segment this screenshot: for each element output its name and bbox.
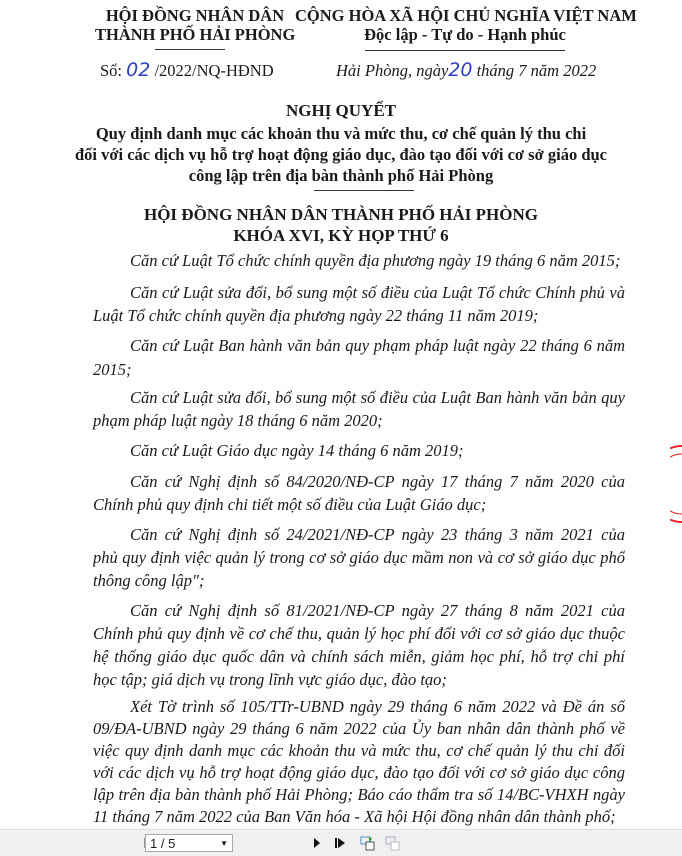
subtitle-line: đối với các dịch vụ hỗ trợ hoạt động giáo dục, đào tạo đối với cơ sở giáo dục <box>74 145 608 164</box>
paragraph-line: Chính phủ quy định chi tiết một số điều của Luật Giáo dục; <box>93 495 487 514</box>
document-number <box>100 60 274 81</box>
paragraph-line: Căn cứ Luật Giáo dục ngày 14 tháng 6 năm 2019; <box>130 441 464 460</box>
session-heading: KHÓA XVI, KỲ HỌP THỨ 6 <box>233 226 449 245</box>
title-underline <box>314 190 414 191</box>
date-suffix: tháng 7 năm 2022 <box>476 61 597 80</box>
document-title: NGHỊ QUYẾT <box>285 101 397 120</box>
paragraph-line: thông công lập"; <box>93 571 205 590</box>
paragraph-line: Căn cứ Luật Ban hành văn bản quy phạm pháp luật ngày 22 tháng 6 năm <box>130 336 625 355</box>
red-seal-stamp <box>670 445 682 523</box>
pdf-navigation-toolbar <box>0 829 682 856</box>
next-page-icon[interactable] <box>310 835 324 851</box>
paragraph-line: Căn cứ Nghị định số 84/2020/NĐ-CP ngày 17 tháng 7 năm 2020 của <box>130 472 625 491</box>
motto-underline <box>365 50 565 51</box>
paragraph-line: phạm pháp luật ngày 18 tháng 6 năm 2020; <box>93 411 383 430</box>
paragraph-line: việc quy định danh mục các khoản thu và mức thu, cơ chế quản lý thu chi đối <box>93 741 625 760</box>
paragraph-line: Căn cứ Luật sửa đổi, bổ sung một số điều của Luật Tổ chức Chính phủ và <box>130 283 625 302</box>
go-back-view-icon[interactable] <box>360 835 376 851</box>
paragraph-line: hệ thống giáo dục quốc dân và chính sách miễn, giảm học phí, hỗ trợ chi phí <box>93 647 625 666</box>
document-date <box>336 60 596 81</box>
number-suffix: /2022/NQ-HĐND <box>154 61 274 80</box>
paragraph-line: Xét Tờ trình số 105/TTr-UBND ngày 29 tháng 6 năm 2022 và Đề án số <box>130 697 625 716</box>
paragraph-line: học tập; giá dịch vụ trong lĩnh vực giáo dục, đào tạo; <box>93 670 447 689</box>
issuer-line-1: HỘI ĐỒNG NHÂN DÂN <box>105 6 285 25</box>
motto: Độc lập - Tự do - Hạnh phúc <box>364 25 566 44</box>
paragraph-line: 2015; <box>93 360 132 379</box>
subtitle-line: công lập trên địa bàn thành phố Hải Phòng <box>188 166 494 185</box>
issuer-line-2: THÀNH PHỐ HẢI PHÒNG <box>95 25 296 44</box>
chevron-down-icon: ▼ <box>220 839 228 848</box>
paragraph-line: Căn cứ Nghị định số 24/2021/NĐ-CP ngày 23 tháng 3 năm 2021 của <box>130 525 625 544</box>
issuer-underline <box>155 49 225 50</box>
page-number-value: 1 / 5 <box>150 836 176 851</box>
handwritten-number: 02 <box>126 59 151 81</box>
paragraph-line: phủ quy định việc quản lý trong cơ sở giáo dục mầm non và cơ sở giáo dục phổ <box>93 548 625 567</box>
paragraph-line: lập trên địa bàn thành phố Hải Phòng; Báo cáo thẩm tra số 14/BC-VHXH ngày <box>93 785 625 804</box>
paragraph-line: 09/ĐA-UBND ngày 29 tháng 6 năm 2022 của Ủy ban nhân dân thành phố về <box>93 719 625 738</box>
paragraph-line: 11 tháng 7 năm 2022 của Ban Văn hóa - Xã hội Hội đồng nhân dân thành phố; <box>93 807 616 826</box>
page-number-select[interactable] <box>145 834 233 852</box>
paragraph-line: Chính phủ quy định về cơ chế thu, quản lý học phí đối với cơ sở giáo dục thuộc <box>93 624 625 643</box>
paragraph-line: Luật Tổ chức chính quyền địa phương ngày 22 tháng 11 năm 2019; <box>93 306 539 325</box>
date-prefix: Hải Phòng, ngày <box>336 61 449 80</box>
subtitle-line: Quy định danh mục các khoản thu và mức thu, cơ chế quản lý thu chi <box>95 124 587 143</box>
paragraph-line: với các dịch vụ hỗ trợ hoạt động giáo dục, đào tạo đối với cơ sở giáo dục công <box>93 763 625 782</box>
paragraph-line: Căn cứ Luật sửa đổi, bổ sung một số điều của Luật Ban hành văn bản quy <box>130 388 625 407</box>
paragraph-line: Căn cứ Luật Tổ chức chính quyền địa phương ngày 19 tháng 6 năm 2015; <box>130 251 621 270</box>
council-heading: HỘI ĐỒNG NHÂN DÂN THÀNH PHỐ HẢI PHÒNG <box>143 205 538 224</box>
handwritten-day: 20 <box>448 59 473 81</box>
nation-line-1: CỘNG HÒA XÃ HỘI CHỦ NGHĨA VIỆT NAM <box>295 6 637 25</box>
number-label: Số: <box>100 61 123 80</box>
go-forward-view-icon[interactable] <box>385 835 401 851</box>
last-page-icon[interactable] <box>334 835 348 851</box>
paragraph-line: Căn cứ Nghị định số 81/2021/NĐ-CP ngày 27 tháng 8 năm 2021 của <box>130 601 625 620</box>
